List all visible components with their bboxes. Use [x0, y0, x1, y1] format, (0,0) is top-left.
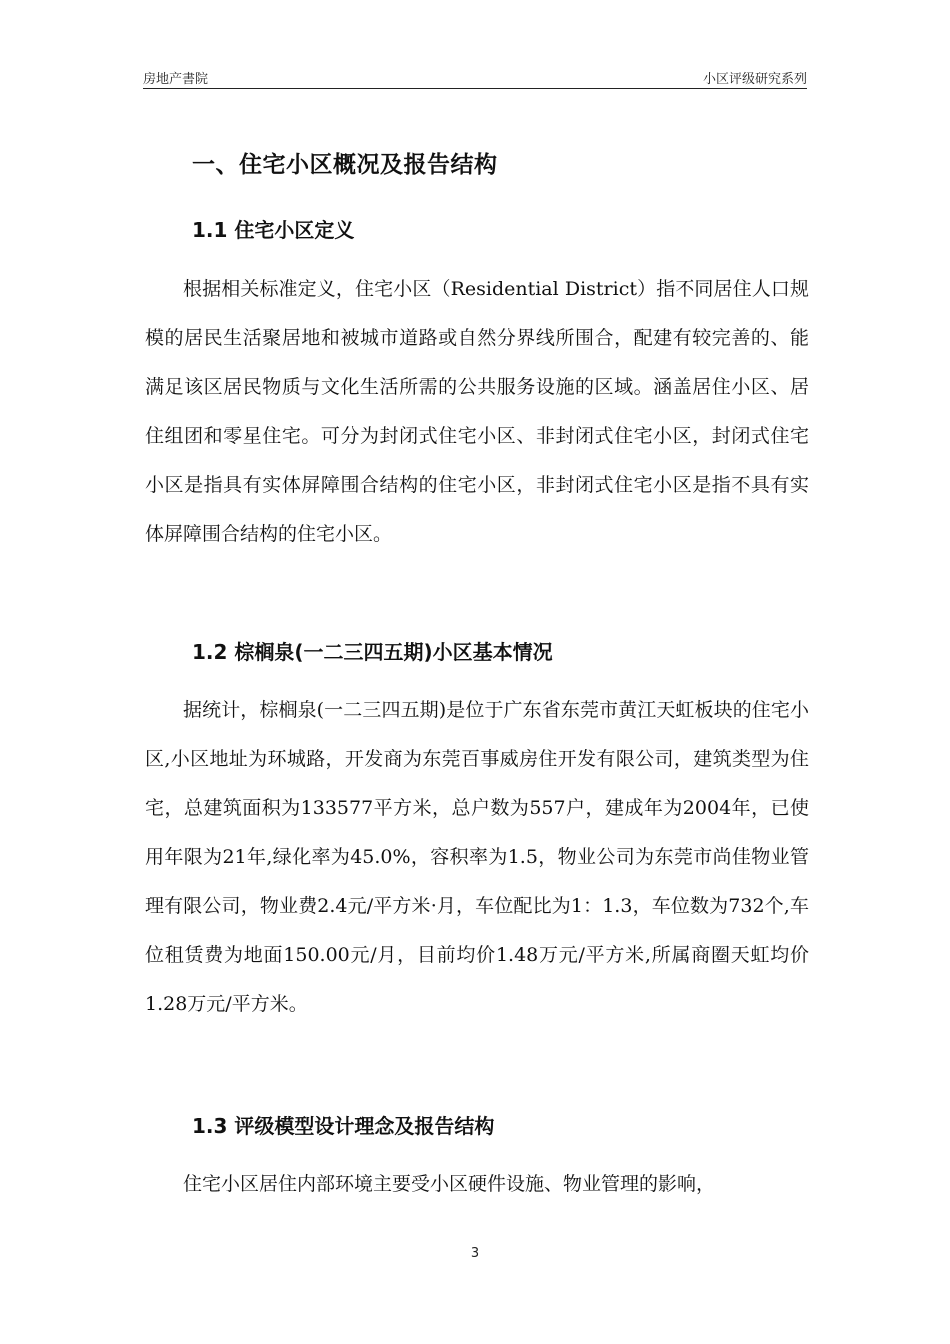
header-publisher: 房地产書院 — [143, 72, 209, 87]
section-heading-1-3: 1.3 评级模型设计理念及报告结构 — [192, 1114, 495, 1138]
page-number: 3 — [470, 1246, 480, 1261]
page-header — [143, 66, 807, 89]
section-paragraph-1-2: 据统计，棕榈泉(一二三四五期)是位于广东省东莞市黄江天虹板块的住宅小区,小区地址为环城路，开发商为东莞百事威房住开发有限公司，建筑类型为住宅，总建筑面积为133577平方米，总户数为557户，建成年为2004年，已使用年限为21年,绿化率为45.0%，容积率为1.5，物业公司为东莞市尚佳物业管理有限公司，物业费2.4元/平方米·月，车位配比为1：1.3，车位数为732个,车位租赁费为地面150.00元/月，目前均价1.48万元/平方米,所属商圈天虹均价1.28万元/平方米。 — [145, 699, 809, 1015]
section-paragraph-1-3: 住宅小区居住内部环境主要受小区硬件设施、物业管理的影响， — [183, 1173, 716, 1195]
section-heading-1-2: 1.2 棕榈泉(一二三四五期)小区基本情况 — [192, 640, 553, 664]
section-paragraph-1-1: 根据相关标准定义，住宅小区（Residential District）指不同居住人口规模的居民生活聚居地和被城市道路或自然分界线所围合，配建有较完善的、能满足该区居民物质与文化生活所需的公共服务设施的区域。涵盖居住小区、居住组团和零星住宅。可分为封闭式住宅小区、非封闭式住宅小区，封闭式住宅小区是指具有实体屏障围合结构的住宅小区，非封闭式住宅小区是指不具有实体屏障围合结构的住宅小区。 — [145, 278, 809, 545]
header-series-title: 小区评级研究系列 — [702, 72, 807, 87]
section-heading-1-1: 1.1 住宅小区定义 — [192, 218, 355, 242]
chapter-title: 一、住宅小区概况及报告结构 — [192, 152, 498, 178]
